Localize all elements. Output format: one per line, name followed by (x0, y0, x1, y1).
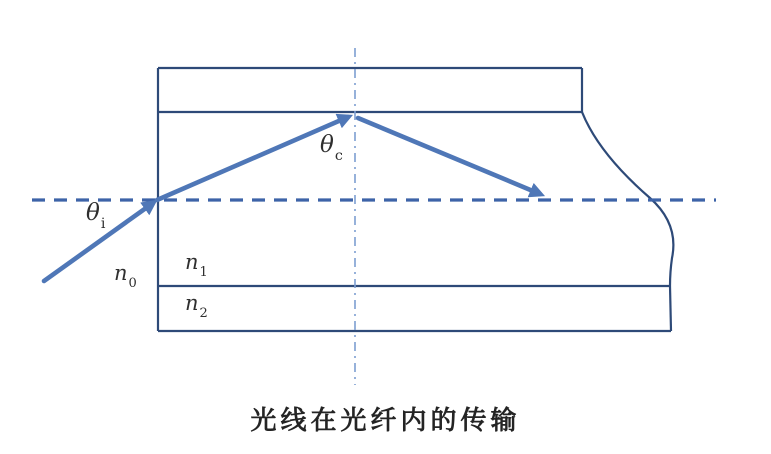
outside-index-subscript: 0 (128, 276, 137, 292)
cladding-index-subscript: 2 (199, 306, 208, 322)
figure-caption: 光线在光纤内的传输 (250, 405, 521, 435)
core-index-symbol: n (185, 250, 199, 274)
outside-index-label (114, 261, 137, 292)
critical-angle-symbol: θ (320, 132, 334, 158)
incident-angle-symbol: θ (86, 200, 100, 226)
bottom-band-right-edge (670, 286, 671, 331)
light-rays (44, 117, 540, 281)
critical-angle-label (320, 132, 343, 164)
critical-angle-subscript: c (334, 147, 343, 164)
reflected-ray (358, 118, 540, 194)
cladding-index-symbol: n (185, 291, 199, 315)
cladding-index-label (185, 291, 208, 322)
outside-index-symbol: n (114, 261, 128, 285)
refracted-ray (157, 117, 348, 200)
incident-angle-subscript: i (100, 215, 106, 232)
incident-angle-label (86, 200, 106, 232)
core-index-label (185, 250, 208, 281)
core-index-subscript: 1 (199, 265, 208, 281)
